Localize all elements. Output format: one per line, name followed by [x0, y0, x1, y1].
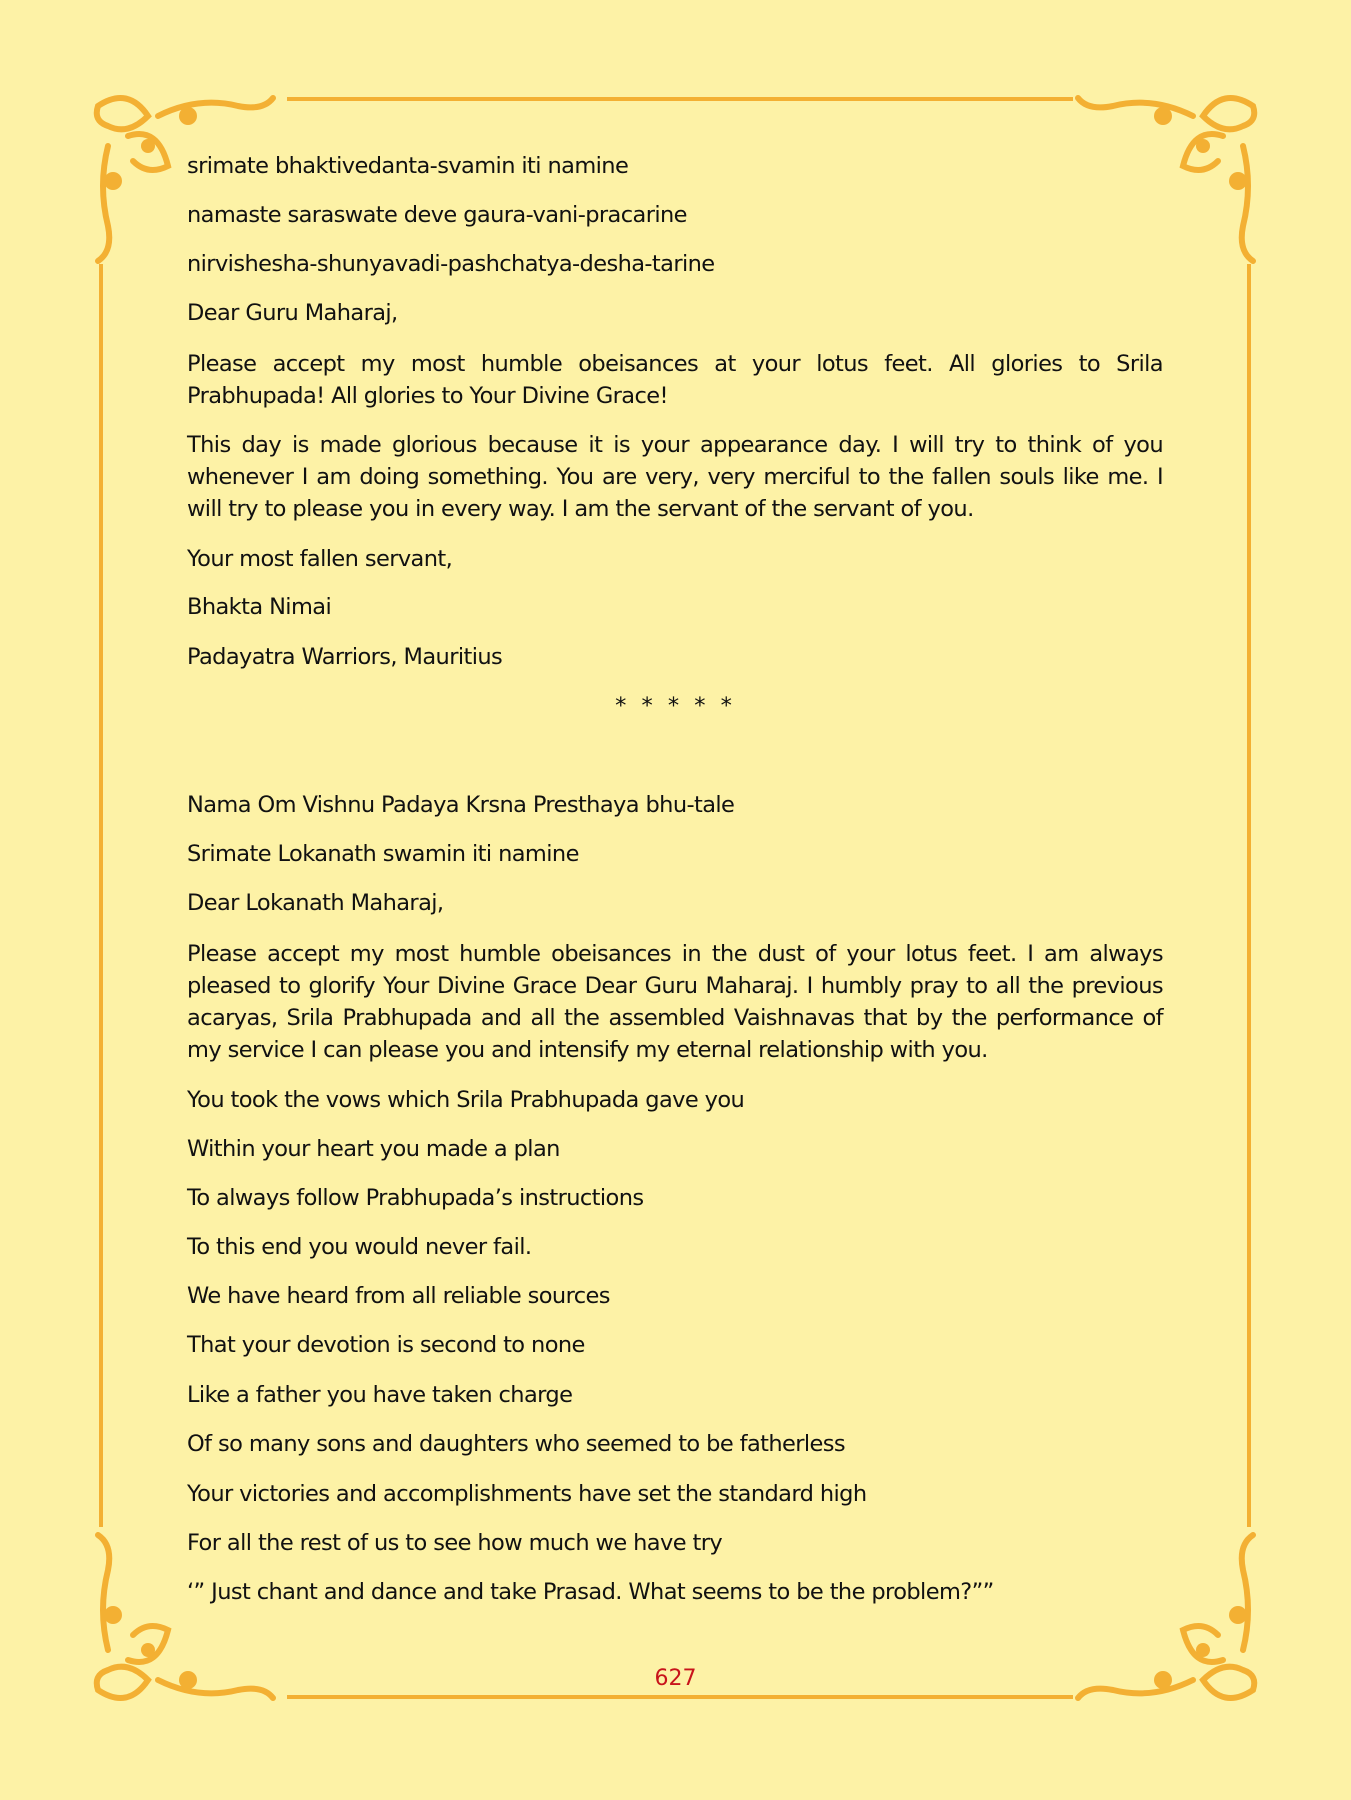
- poem-line: Within your heart you made a plan: [187, 1136, 560, 1162]
- page-number: 627: [654, 1666, 697, 1691]
- poem-line: ‘” Just chant and dance and take Prasad. What seems to be the problem?””: [187, 1579, 994, 1605]
- poem-line: For all the rest of us to see how much we have try: [187, 1530, 723, 1556]
- paragraph: Please accept my most humble obeisances in the dust of your lotus feet. I am always pleased to glorify Your Divine Grace Dear Guru Maharaj. I humbly pray to all the previous acaryas, Srila Prabhupada and all the assembled Vaishnavas that by the performance of my service I can please you and intensify my eternal relationship with you.: [187, 941, 1163, 1063]
- salutation: Dear Guru Maharaj,: [187, 300, 398, 326]
- closing: Your most fallen servant,: [187, 546, 453, 572]
- poem-line: Like a father you have taken charge: [187, 1382, 573, 1408]
- poem-line: To always follow Prabhupada’s instructions: [187, 1185, 644, 1211]
- frame-top-rule: [287, 97, 1073, 101]
- poem-line: You took the vows which Srila Prabhupada gave you: [187, 1087, 745, 1113]
- verse-line: nirvishesha-shunyavadi-pashchatya-desha-tarine: [187, 251, 715, 277]
- frame-left-rule: [99, 264, 103, 1527]
- verse-line: srimate bhaktivedanta-svamin iti namine: [187, 153, 629, 179]
- salutation: Dear Lokanath Maharaj,: [187, 890, 444, 916]
- verse-line: Srimate Lokanath swamin iti namine: [187, 841, 579, 867]
- paragraph: This day is made glorious because it is your appearance day. I will try to think of you whenever I am doing something. You are very, very merciful to the fallen souls like me. I will try to please you in every way. I am the servant of the servant of you.: [187, 432, 1163, 522]
- verse-line: namaste saraswate deve gaura-vani-pracarine: [187, 202, 687, 228]
- poem-line: To this end you would never fail.: [187, 1234, 532, 1260]
- poem-line: That your devotion is second to none: [187, 1332, 585, 1358]
- paragraph: Please accept my most humble obeisances at your lotus feet. All glories to Srila Prabhupada! All glories to Your Divine Grace!: [187, 351, 1163, 409]
- signature-name: Bhakta Nimai: [187, 594, 332, 620]
- signature-location: Padayatra Warriors, Mauritius: [187, 644, 503, 670]
- poem-line: We have heard from all reliable sources: [187, 1283, 610, 1309]
- verse-line: Nama Om Vishnu Padaya Krsna Presthaya bhu-tale: [187, 792, 735, 818]
- poem-line: Of so many sons and daughters who seemed to be fatherless: [187, 1431, 846, 1457]
- frame-right-rule: [1247, 264, 1251, 1527]
- section-separator: * * * * *: [615, 693, 736, 719]
- poem-line: Your victories and accomplishments have set the standard high: [187, 1481, 867, 1507]
- frame-bottom-rule: [287, 1695, 1073, 1699]
